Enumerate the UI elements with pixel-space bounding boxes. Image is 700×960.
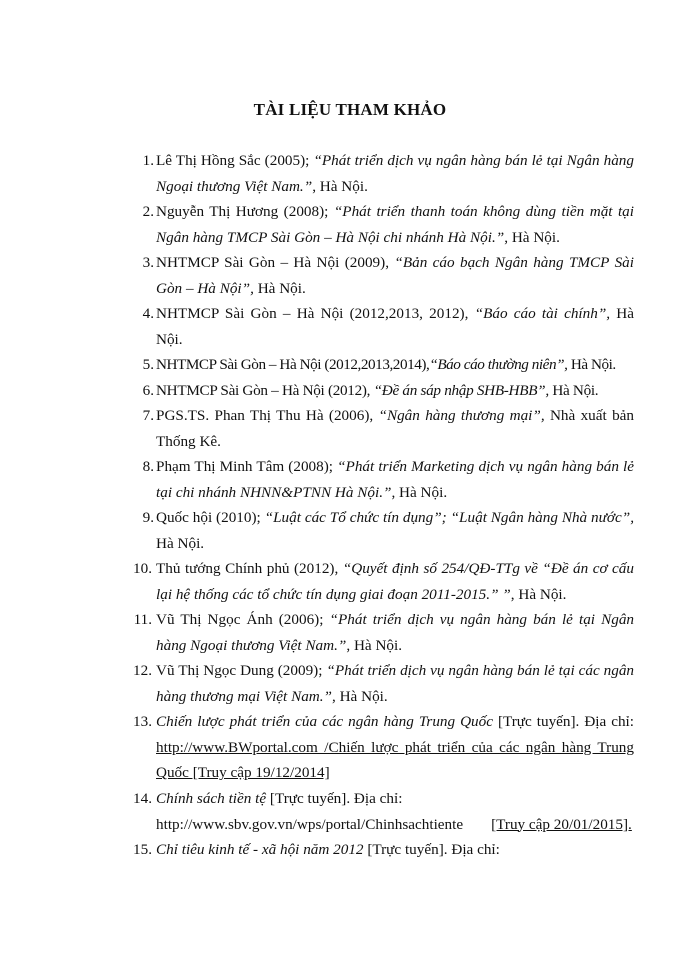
- reference-title: “Báo cáo tài chính”,: [474, 305, 611, 322]
- reference-place: , Hà Nội.: [312, 177, 368, 195]
- reference-type: [Trực tuyến]. Địa chỉ:: [492, 713, 634, 730]
- reference-item: [133, 556, 634, 607]
- reference-number: 14.: [133, 790, 152, 807]
- reference-item: [133, 607, 635, 658]
- reference-item: [142, 250, 634, 301]
- reference-title: “Phát triển dịch vụ ngân hàng bán lẻ tại các ngân hàng thương mại Việt Nam.”: [156, 662, 635, 705]
- reference-author: Phạm Thị Minh Tâm (2008);: [156, 458, 338, 475]
- reference-place: , Hà Nội.: [346, 636, 403, 654]
- reference-number: 8.: [142, 458, 154, 475]
- reference-number: 11.: [133, 611, 152, 628]
- reference-author: Vũ Thị Ngọc Dung (2009);: [156, 662, 327, 679]
- reference-number: 13.: [133, 713, 152, 730]
- reference-title: Chính sách tiền tệ: [156, 790, 267, 807]
- reference-title: “Ngân hàng thương mại”,: [378, 407, 545, 424]
- reference-number: 15.: [133, 841, 152, 858]
- reference-title: “Phát triển thanh toán không dùng tiền mặt tại Ngân hàng TMCP Sài Gòn – Hà Nội chi nhánh Hà Nội.”: [156, 203, 634, 246]
- reference-place: Hà Nội.: [253, 279, 306, 297]
- reference-item: [133, 658, 635, 709]
- reference-item: [142, 403, 634, 454]
- reference-number: 10.: [133, 560, 152, 577]
- reference-title: “Luật các Tổ chức tín dụng”; “Luật Ngân hàng Nhà nước”,: [264, 509, 635, 526]
- reference-place: , Hà Nội.: [332, 687, 388, 705]
- reference-number: 2.: [142, 203, 154, 220]
- reference-title: “Phát triển Marketing dịch vụ ngân hàng bán lẻ tại chi nhánh NHNN&PTNN Hà Nội.”: [156, 458, 634, 501]
- reference-title: “Quyết định số 254/QĐ-TTg về “Đề án cơ cấu lại hệ thống các tổ chức tín dụng giai đoạn 2011-2015.” ”: [156, 560, 634, 603]
- reference-title: “Phát triển dịch vụ ngân hàng bán lẻ tại Ngân hàng Ngoại thương Việt Nam.”: [156, 152, 634, 195]
- reference-number: 6.: [142, 382, 154, 399]
- reference-place: Hà Nội.: [548, 382, 599, 399]
- reference-type: [Trực tuyến]. Địa chỉ:: [266, 790, 403, 807]
- reference-author: NHTMCP Sài Gòn – Hà Nội (2012,2013,2014),: [156, 356, 430, 373]
- reference-place: , Hà Nội.: [391, 483, 448, 501]
- reference-item: [142, 199, 634, 250]
- reference-author: NHTMCP Sài Gòn – Hà Nội (2012),: [156, 382, 374, 399]
- reference-author: Nguyễn Thị Hương (2008);: [156, 203, 334, 220]
- reference-type: [Trực tuyến]. Địa chỉ:: [363, 841, 500, 858]
- reference-place: , Hà Nội.: [504, 228, 560, 246]
- reference-title: Chỉ tiêu kinh tế - xã hội năm 2012: [156, 841, 364, 858]
- reference-place: Hà Nội.: [567, 356, 616, 373]
- reference-place: Nhà xuất bản Thống Kê.: [156, 407, 634, 450]
- reference-item: [142, 301, 635, 352]
- reference-number: 4.: [142, 305, 154, 322]
- reference-author: Vũ Thị Ngọc Ánh (2006);: [156, 611, 330, 628]
- reference-number: 1.: [142, 152, 154, 169]
- reference-title: “Báo cáo thường niên”,: [429, 356, 568, 373]
- reference-title: “Đề án sáp nhập SHB-HBB”,: [373, 382, 549, 399]
- reference-item: [142, 352, 634, 378]
- reference-place: , Hà Nội.: [510, 585, 567, 603]
- reference-number: 7.: [142, 407, 154, 424]
- reference-item: [142, 454, 634, 505]
- reference-link[interactable]: http://www.BWportal.com /Chiến lược phát triển của các ngân hàng Trung Quốc [Truy cập 19/12/2014]: [156, 738, 634, 782]
- reference-author: NHTMCP Sài Gòn – Hà Nội (2009),: [156, 254, 395, 271]
- reference-author: Thủ tướng Chính phủ (2012),: [156, 560, 343, 577]
- reference-access-date: [Truy cập 20/01/2015].: [491, 815, 632, 833]
- reference-number: 3.: [142, 254, 154, 271]
- reference-place: Hà Nội.: [156, 305, 635, 348]
- reference-item: [142, 505, 635, 556]
- reference-item: [133, 786, 634, 837]
- reference-author: Lê Thị Hồng Sắc (2005);: [156, 152, 314, 169]
- reference-author: NHTMCP Sài Gòn – Hà Nội (2012,2013, 2012),: [156, 305, 475, 322]
- reference-item: [142, 378, 634, 404]
- page-title: TÀI LIỆU THAM KHẢO: [253, 100, 447, 119]
- reference-item: [133, 837, 634, 863]
- reference-url-line: [156, 812, 634, 838]
- reference-number: 9.: [142, 509, 154, 526]
- reference-item: [142, 148, 634, 199]
- reference-author: Quốc hội (2010);: [156, 509, 265, 526]
- reference-title: “Bản cáo bạch Ngân hàng TMCP Sài Gòn – Hà Nội”,: [156, 254, 634, 297]
- reference-title: “Phát triển dịch vụ ngân hàng bán lẻ tại Ngân hàng Ngoại thương Việt Nam.”: [156, 611, 635, 654]
- reference-number: 5.: [142, 356, 154, 373]
- reference-title: Chiến lược phát triển của các ngân hàng Trung Quốc: [156, 713, 493, 730]
- reference-place: Hà Nội.: [156, 534, 205, 552]
- reference-item: [133, 709, 634, 786]
- reference-author: PGS.TS. Phan Thị Thu Hà (2006),: [156, 407, 379, 424]
- reference-number: 12.: [133, 662, 152, 679]
- reference-link[interactable]: http://www.sbv.gov.vn/wps/portal/Chinhsachtiente: [156, 815, 464, 833]
